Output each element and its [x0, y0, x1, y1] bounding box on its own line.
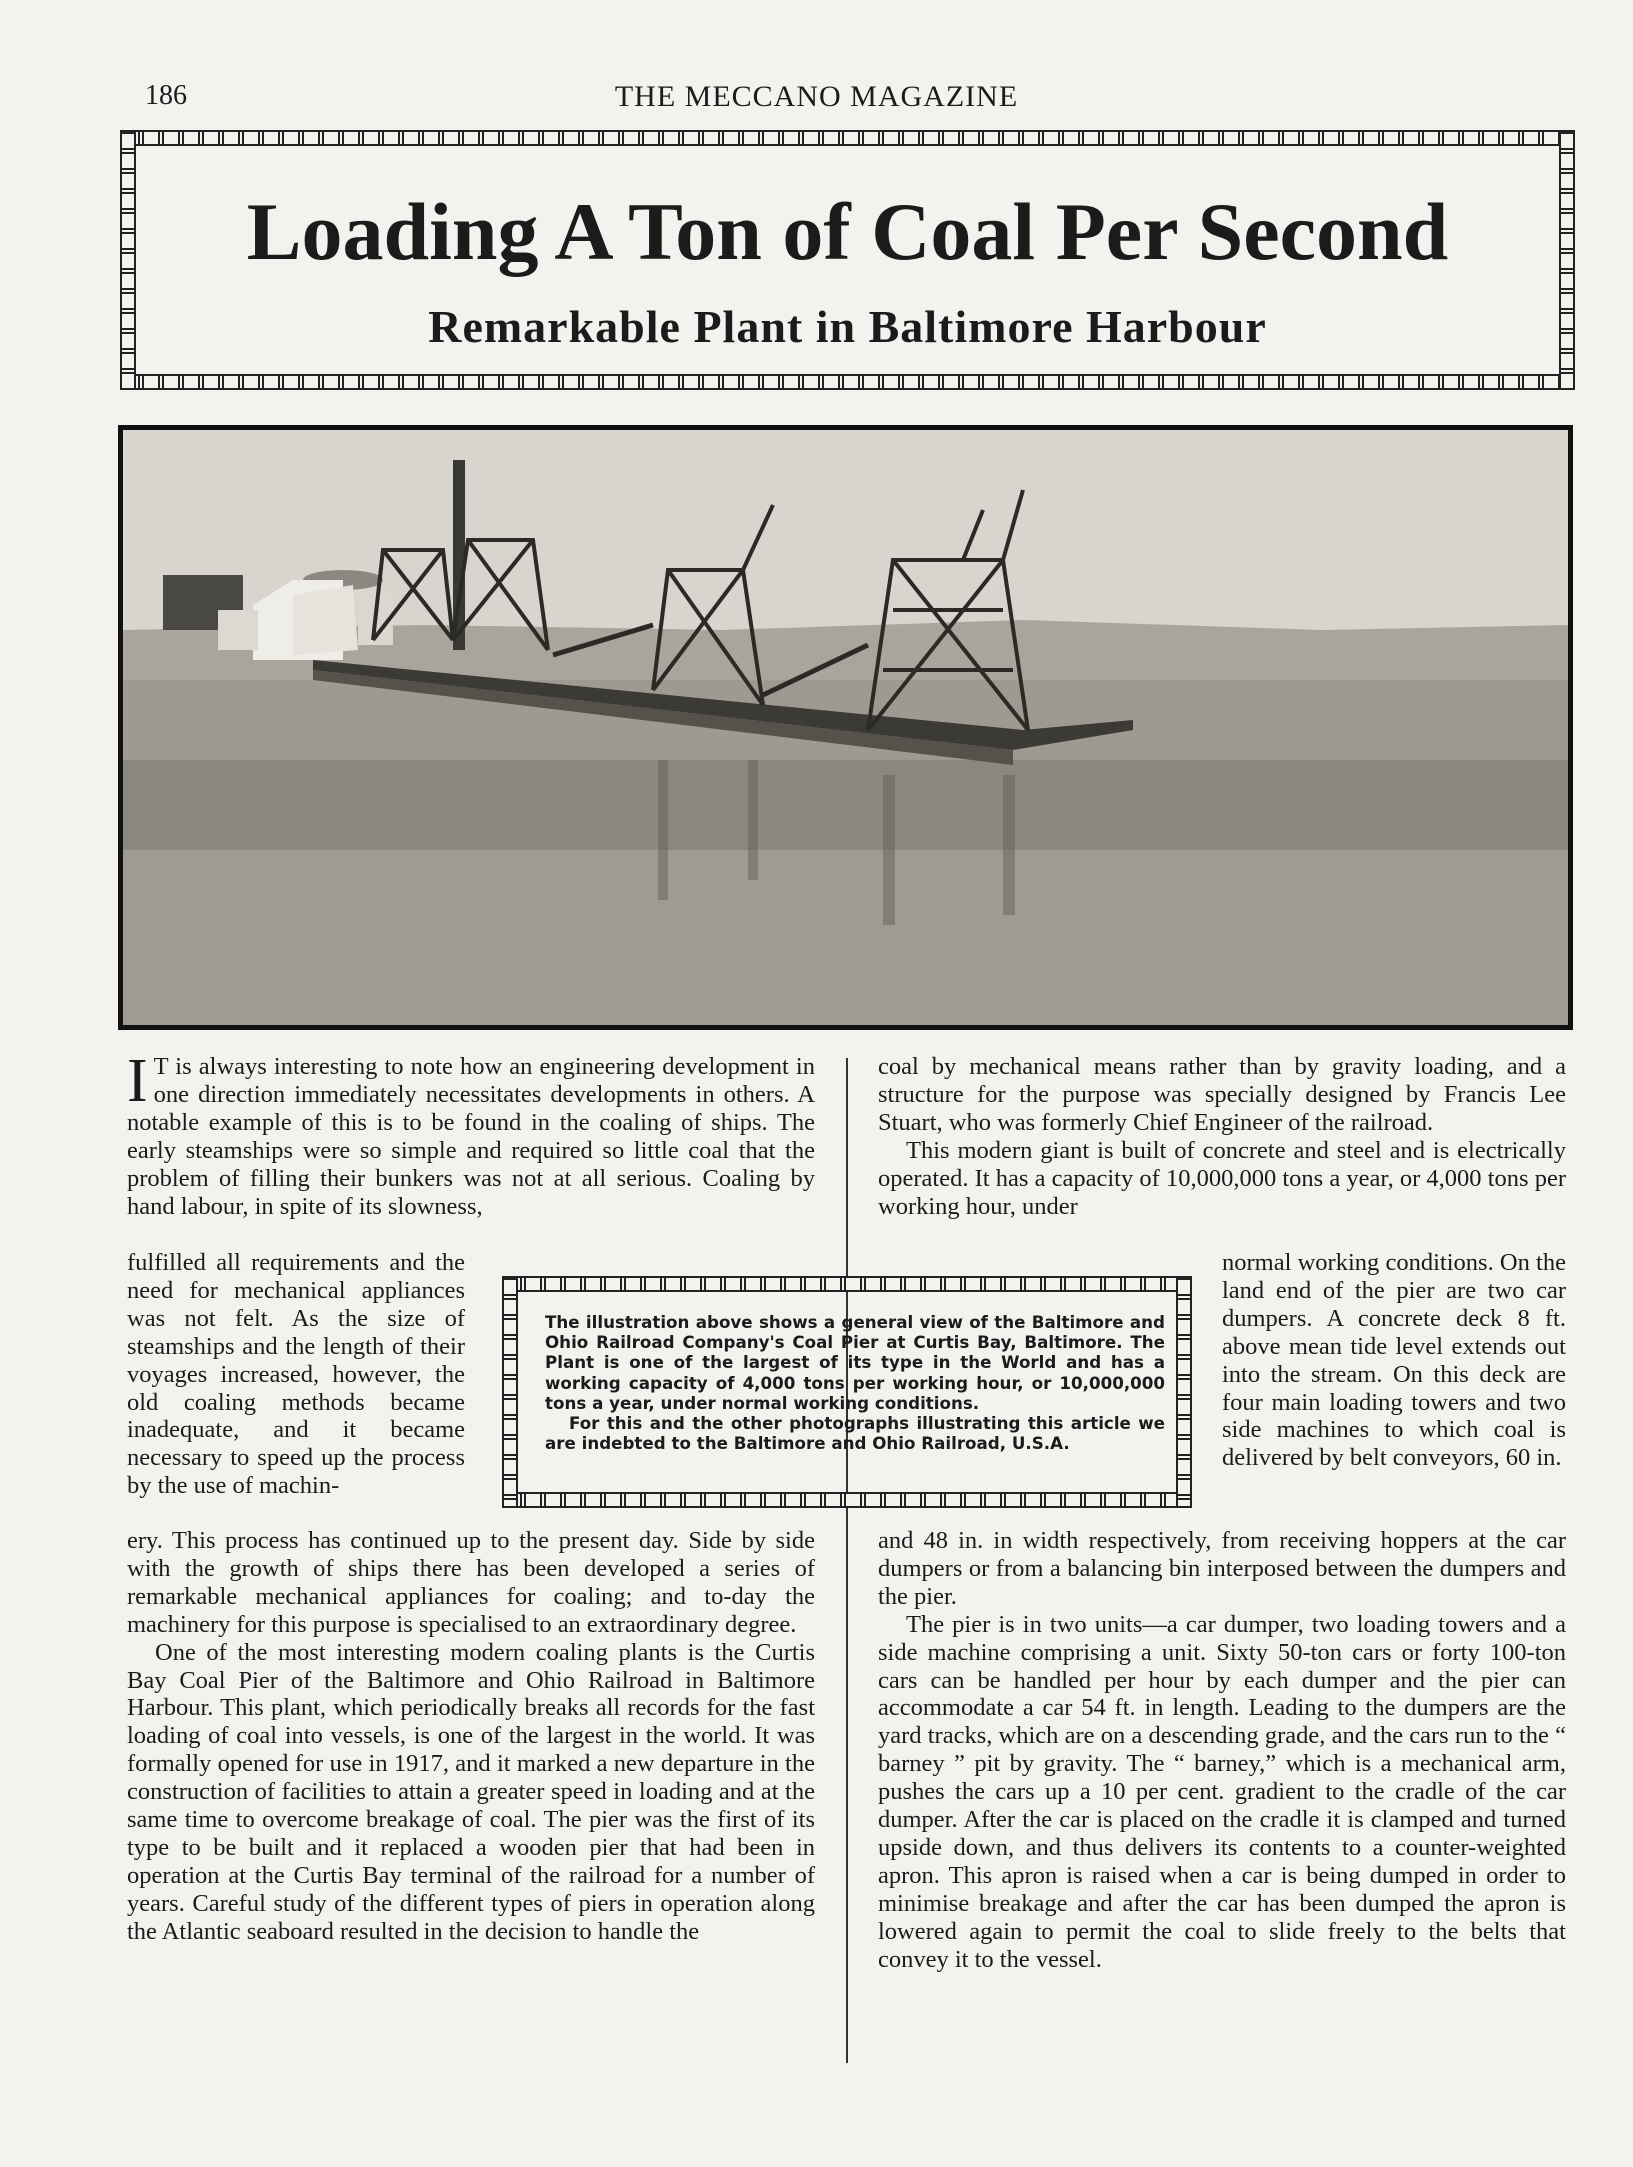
page-number: 186: [145, 80, 187, 111]
paragraph: normal working conditions. On the land end of the pier are two car dumpers. A concrete deck 8 ft. above mean tide level extends out into the stream. On this deck are four main loading towers and two side machines to which coal is delivered by belt conveyors, 60 in.: [1222, 1249, 1566, 1472]
paragraph: coal by mechanical means rather than by gravity loading, and a structure for the purpose was specially designed by Francis Lee Stuart, who was formerly Chief Engineer of the railroad.: [878, 1053, 1566, 1136]
magazine-title: THE MECCANO MAGAZINE: [614, 80, 1019, 113]
coal-pier-photo: [118, 425, 1573, 1030]
article-column-left-wrap: [127, 1249, 465, 1500]
title-box-border-top: [120, 130, 1575, 146]
paragraph: One of the most interesting modern coaling plants is the Curtis Bay Coal Pier of the Baltimore and Ohio Railroad in Baltimore Harbour. This plant, which periodically breaks all records for the fast loading of coal into vessels, is one of the largest in the world. It was formally opened for use in 1917, and it marked a new departure in the construction of facilities to attain a greater speed in loading and at the same time to overcome breakage of coal. The pier was the first of its type to be built and it replaced a wooden pier that had been in operation at the Curtis Bay terminal of the railroad for a number of years. Careful study of the different types of piers in operation along the Atlantic seaboard resulted in the decision to handle the: [127, 1638, 815, 1945]
article-column-right-bottom: [878, 1527, 1566, 1974]
paragraph: ery. This process has continued up to the present day. Side by side with the growth of ships there has been developed a series of remarkable mechanical appliances for coaling; and to-day the machinery for this purpose is specialised to an extraordinary degree.: [127, 1527, 815, 1638]
title-box-border-bottom: [120, 374, 1575, 390]
paragraph: fulfilled all requirements and the need for mechanical appliances was not felt. As the size of steamships and the length of their voyages increased, however, the old coaling methods became inadequate, and it became necessary to speed up the process by the use of machin-: [127, 1249, 465, 1500]
paragraph: T is always interesting to note how an engineering development in one direction immediately necessitates developments in others. A notable example of this is to be found in the coaling of ships. The early steamships were so simple and required so little coal that the problem of filling their bunkers was not at all serious. Coaling by hand labour, in spite of its slowness,: [127, 1053, 815, 1220]
photo-caption: [545, 1312, 1165, 1453]
article-subtitle: Remarkable Plant in Baltimore Harbour: [428, 301, 1267, 352]
paragraph: This modern giant is built of concrete and steel and is electrically operated. It has a capacity of 10,000,000 tons a year, or 4,000 tons per working hour, under: [878, 1136, 1566, 1220]
caption-paragraph: The illustration above shows a general view of the Baltimore and Ohio Railroad Company's Coal Pier at Curtis Bay, Baltimore. The Plant is one of the largest of its type in the World and has a working capacity of 4,000 tons per working hour, or 10,000,000 tons a year, under normal working conditions.: [545, 1312, 1165, 1413]
caption-border-top: [502, 1276, 1192, 1292]
article-column-left-bottom: [127, 1527, 815, 1946]
article-column-right-top: [878, 1053, 1566, 1220]
article-column-left-top: [127, 1047, 815, 1220]
article-column-right-wrap: [1222, 1249, 1566, 1472]
column-divider: [846, 1058, 848, 2063]
paragraph: and 48 in. in width respectively, from receiving hoppers at the car dumpers or from a balancing bin interposed between the dumpers and the pier.: [878, 1527, 1566, 1610]
caption-border-left: [502, 1276, 518, 1508]
paragraph: The pier is in two units—a car dumper, two loading towers and a side machine comprising a unit. Sixty 50-ton cars or forty 100-ton cars can be handled per hour by each dumper and the pier can accommodate a car 54 ft. in length. Leading to the dumpers are the yard tracks, which are on a descending grade, and the cars run to the “ barney ” pit by gravity. The “ barney,” which is a mechanical arm, pushes the cars up a 10 per cent. gradient to the cradle of the car dumper. After the car is placed on the cradle it is clamped and turned upside down, and thus delivers its contents to a counter-weighted apron. This apron is raised when a car is being dumped in order to minimise breakage and after the car has been dumped the apron is lowered again to permit the coal to slide freely to the belts that convey it to the vessel.: [878, 1610, 1566, 1973]
article-title: Loading A Ton of Coal Per Second: [246, 186, 1449, 277]
caption-credit: For this and the other photographs illustrating this article we are indebted to the Baltimore and Ohio Railroad, U.S.A.: [545, 1413, 1165, 1454]
drop-cap: I: [127, 1047, 148, 1115]
caption-border-bottom: [502, 1492, 1192, 1508]
coal-pier-illustration: [123, 430, 1568, 1025]
caption-border-right: [1176, 1276, 1192, 1508]
